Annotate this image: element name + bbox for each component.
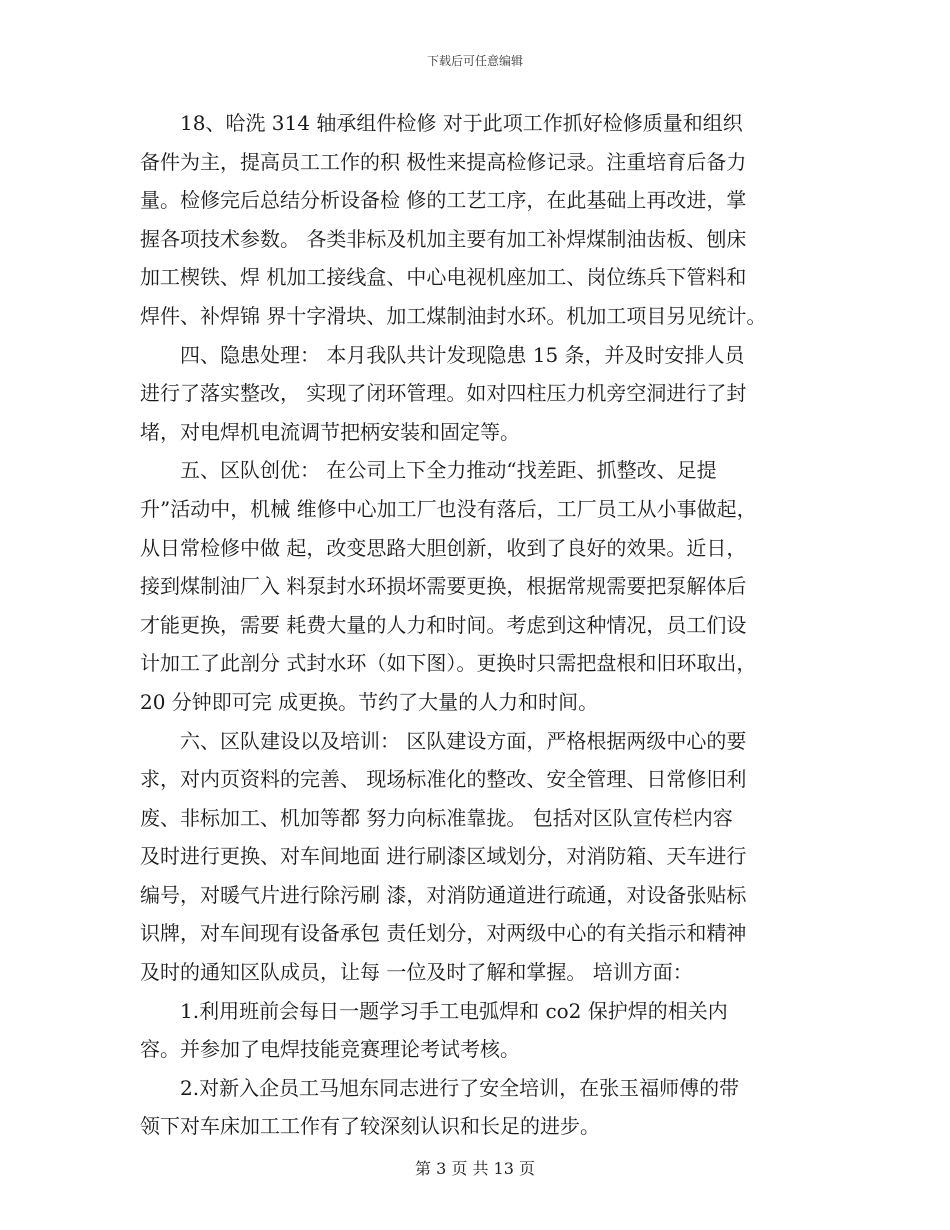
text-line: 计加工了此剖分 式封水环（如下图）。更换时只需把盘根和旧环取出， — [140, 651, 757, 676]
text-line: 及时进行更换、对车间地面 进行刷漆区域划分，对消防箱、天车进行 — [140, 844, 747, 869]
text-line: 及时的通知区队成员，让每 一位及时了解和掌握。 培训方面： — [140, 960, 693, 985]
text-line: 识牌，对车间现有设备承包 责任划分，对两级中心的有关指示和精神 — [140, 921, 747, 946]
text-line: 容。并参加了电焊技能竞赛理论考试考核。 — [140, 1037, 520, 1062]
text-line: 求，对内页资料的完善、 现场标准化的整改、安全管理、日常修旧利 — [140, 767, 747, 792]
text-line: 量。检修完后总结分析设备检 修的工艺工序，在此基础上再改进，掌 — [140, 188, 747, 213]
text-line: 升”活动中，机械 维修中心加工厂也没有落后，工厂员工从小事做起， — [140, 496, 757, 521]
text-line: 从日常检修中做 起，改变思路大胆创新，收到了良好的效果。近日， — [140, 535, 747, 560]
text-line: 备件为主，提高员工工作的积 极性来提高检修记录。注重培育后备力 — [140, 149, 747, 174]
text-line: 20 分钟即可完 成更换。节约了大量的人力和时间。 — [140, 689, 599, 714]
text-line: 领下对车床加工工作有了较深刻认识和长足的进步。 — [140, 1114, 600, 1139]
text-line: 18、哈洗 314 轴承组件检修 对于此项工作抓好检修质量和组织 — [140, 111, 743, 135]
text-line: 加工楔铁、焊 机加工接线盒、中心电视机座加工、岗位练兵下管料和 — [140, 265, 747, 290]
text-line: 焊件、补焊锦 界十字滑块、加工煤制油封水环。机加工项目另见统计。 — [140, 303, 767, 328]
text-line: 四、隐患处理： 本月我队共计发现隐患 15 条，并及时安排人员 — [140, 342, 745, 367]
text-line: 进行了落实整改， 实现了闭环管理。如对四柱压力机旁空洞进行了封 — [140, 381, 747, 406]
text-line: 1.利用班前会每日一题学习手工电弧焊和 co2 保护焊的相关内 — [140, 998, 728, 1023]
text-line: 编号，对暖气片进行除污刷 漆，对消防通道进行疏通，对设备张贴标 — [140, 882, 747, 907]
text-line: 五、区队创优： 在公司上下全力推动“找差距、抓整改、足提 — [140, 458, 717, 483]
text-line: 堵，对电焊机电流调节把柄安装和固定等。 — [140, 419, 520, 444]
text-line: 废、非标加工、机加等都 努力向标准靠拢。 包括对区队宣传栏内容 — [140, 805, 733, 830]
text-line: 才能更换，需要 耗费大量的人力和时间。考虑到这种情况，员工们设 — [140, 612, 747, 637]
text-line: 六、区队建设以及培训： 区队建设方面，严格根据两级中心的要 — [140, 728, 747, 753]
document-body — [140, 104, 820, 1146]
text-line: 握各项技术参数。 各类非标及机加主要有加工补焊煤制油齿板、刨床 — [140, 226, 747, 251]
page-footer: 第 3 页 共 13 页 — [415, 1159, 535, 1178]
header-note: 下载后可任意编辑 — [426, 54, 523, 68]
text-line: 接到煤制油厂入 料泵封水环损坏需要更换，根据常规需要把泵解体后 — [140, 574, 747, 599]
text-line: 2.对新入企员工马旭东同志进行了安全培训，在张玉福师傅的带 — [140, 1075, 740, 1100]
